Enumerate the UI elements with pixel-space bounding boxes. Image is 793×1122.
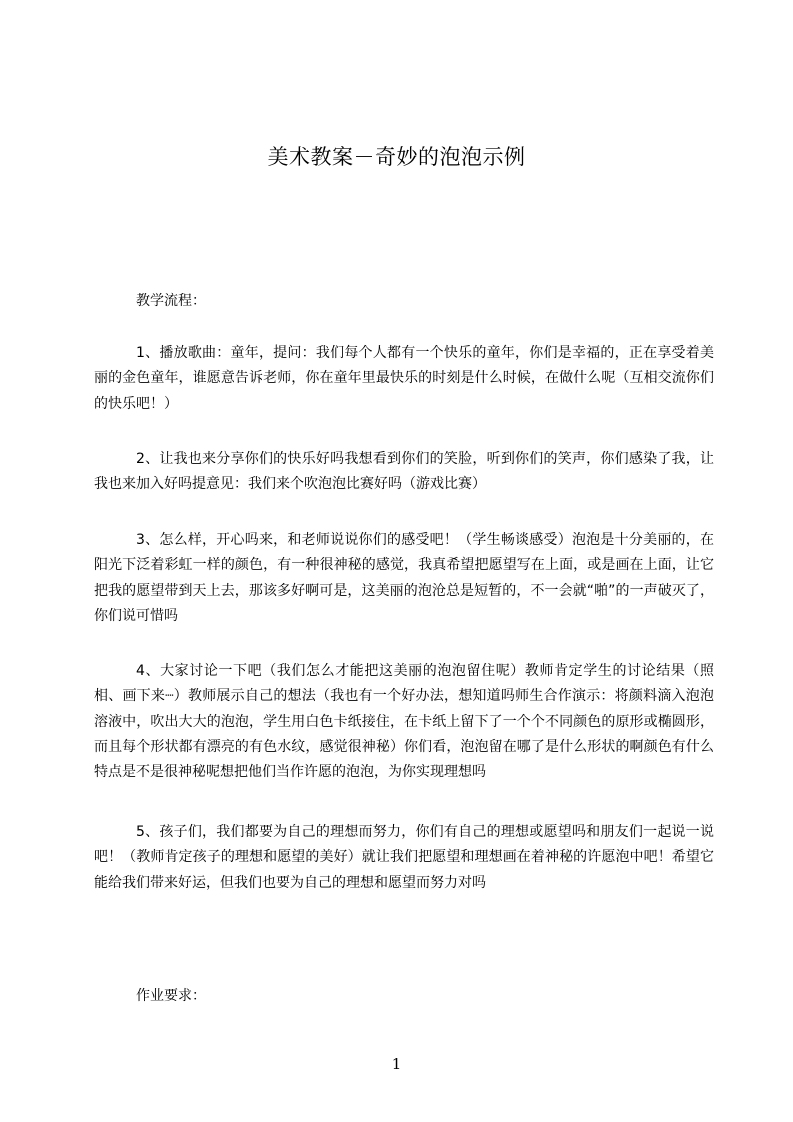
- paragraph-5: 5、孩子们，我们都要为自己的理想而努力，你们有自己的理想或愿望吗和朋友们一起说一说吧！（教师肯定孩子的理想和愿望的美好）就让我们把愿望和理想画在着神秘的许愿泡中吧！希望它能给我们带来好运，但我们也要为自己的理想和愿望而努力对吗: [94, 824, 714, 891]
- section-heading-process: 教学流程：: [136, 293, 206, 309]
- paragraph-3: 3、怎么样，开心吗来，和老师说说你们的感受吧！（学生畅谈感受）泡泡是十分美丽的，在阳光下泛着彩虹一样的颜色，有一种很神秘的感觉，我真希望把愿望写在上面，或是画在上面，让它把我的愿望带到天上去，那该多好啊可是，这美丽的泡沧总是短暂的，不一会就“啪”的一声破灭了，你们说可惜吗: [94, 532, 714, 624]
- section-heading-homework: 作业要求：: [136, 988, 206, 1004]
- document-title: 美术教案－奇妙的泡泡示例: [267, 145, 526, 169]
- paragraph-2: 2、让我也来分享你们的快乐好吗我想看到你们的笑脸，听到你们的笑声，你们感染了我，让我也来加入好吗提意见：我们来个吹泡泡比赛好吗（游戏比赛）: [94, 451, 714, 493]
- paragraph-4: 4、大家讨论一下吧（我们怎么才能把这美丽的泡泡留住呢）教师肯定学生的讨论结果（照相、画下来┈）教师展示自己的想法（我也有一个好办法，想知道吗师生合作演示：将颜料滴入泡泡溶液中，吹出大大的泡泡，学生用白色卡纸接住，在卡纸上留下了一个个不同颜色的原形或椭圆形，而且每个形状都有漂亮的有色水纹，感觉很神秘）你们看，泡泡留在哪了是什么形状的啊颜色有什么特点是不是很神秘呢想把他们当作许愿的泡泡，为你实现理想吗: [94, 663, 714, 781]
- paragraph-1: 1、播放歌曲：童年，提问：我们每个人都有一个快乐的童年，你们是幸福的，正在享受着美丽的金色童年，谁愿意告诉老师，你在童年里最快乐的时刻是什么时候，在做什么呢（互相交流你们的快乐吧！）: [94, 345, 714, 412]
- page-number: 1: [391, 1055, 402, 1073]
